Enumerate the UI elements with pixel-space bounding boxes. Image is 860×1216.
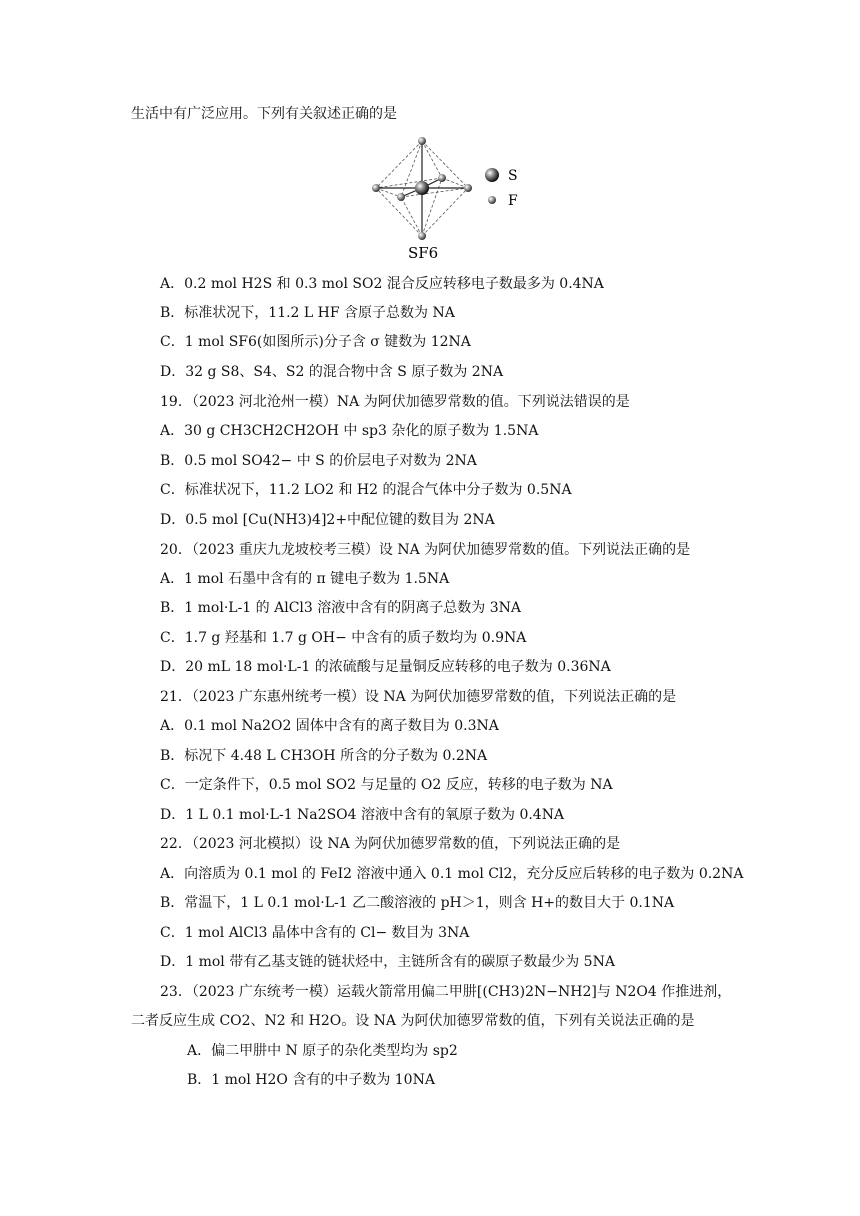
q19-option-b: B．0.5 mol SO42− 中 S 的价层电子对数为 2NA	[160, 453, 477, 469]
q18-option-c: C．1 mol SF6(如图所示)分子含 σ 键数为 12NA	[160, 334, 471, 350]
q22-option-b: B．常温下，1 L 0.1 mol·L-1 乙二酸溶液的 pH＞1，则含 H+的数目大于 0.1NA	[160, 895, 675, 911]
legend-f-label: F	[508, 193, 518, 209]
q19-option-d: D．0.5 mol [Cu(NH3)4]2+中配位键的数目为 2NA	[160, 512, 495, 528]
fluorine-atom	[372, 184, 380, 192]
q19-option-a: A．30 g CH3CH2CH2OH 中 sp3 杂化的原子数为 1.5NA	[160, 423, 539, 439]
q22-option-c: C．1 mol AlCl3 晶体中含有的 Cl− 数目为 3NA	[160, 925, 470, 941]
q20-option-b: B．1 mol·L-1 的 AlCl3 溶液中含有的阴离子总数为 3NA	[160, 600, 521, 616]
q20-option-d: D．20 mL 18 mol·L-1 的浓硫酸与足量铜反应转移的电子数为 0.36NA	[160, 659, 611, 675]
q18-option-a: A．0.2 mol H2S 和 0.3 mol SO2 混合反应转移电子数最多为 0.4NA	[160, 276, 604, 292]
q21-option-b: B．标况下 4.48 L CH3OH 所含的分子数为 0.2NA	[160, 748, 488, 764]
q21-option-a: A．0.1 mol Na2O2 固体中含有的离子数目为 0.3NA	[160, 718, 499, 734]
q18-option-d: D．32 g S8、S4、S2 的混合物中含 S 原子数为 2NA	[160, 364, 504, 380]
q20-stem: 20．（2023 重庆九龙坡校考三模）设 NA 为阿伏加德罗常数的值。下列说法正确的是	[160, 542, 691, 558]
legend-f-atom	[488, 196, 496, 204]
q22-option-a: A．向溶质为 0.1 mol 的 FeI2 溶液中通入 0.1 mol Cl2，充分反应后转移的电子数为 0.2NA	[160, 866, 744, 882]
q20-option-c: C．1.7 g 羟基和 1.7 g OH− 中含有的质子数均为 0.9NA	[160, 630, 527, 646]
q19-stem: 19．（2023 河北沧州一模）NA 为阿伏加德罗常数的值。下列说法错误的是	[160, 394, 630, 410]
figure-caption: SF6	[408, 244, 439, 262]
q19-option-c: C．标准状况下，11.2 LO2 和 H2 的混合气体中分子数为 0.5NA	[160, 482, 572, 498]
q22-option-d: D．1 mol 带有乙基支链的链状烃中，主链所含有的碳原子数最少为 5NA	[160, 954, 615, 970]
fluorine-atom	[418, 232, 426, 240]
fluorine-atom	[464, 184, 472, 192]
q23-option-a: A．偏二甲肼中 N 原子的杂化类型均为 sp2	[187, 1043, 458, 1059]
q23-option-b: B．1 mol H2O 含有的中子数为 10NA	[187, 1072, 435, 1088]
q22-stem: 22．（2023 河北模拟）设 NA 为阿伏加德罗常数的值，下列说法正确的是	[160, 836, 621, 852]
sulfur-atom	[415, 181, 429, 195]
legend-s-label: S	[508, 168, 518, 184]
q23-stem-line1: 23．（2023 广东统考一模）运载火箭常用偏二甲肼[(CH3)2N−NH2]与 N2O4 作推进剂，	[160, 984, 732, 1000]
q21-stem: 21．（2023 广东惠州统考一模）设 NA 为阿伏加德罗常数的值，下列说法正确的是	[160, 689, 677, 705]
legend-s-atom	[485, 168, 499, 182]
q20-option-a: A．1 mol 石墨中含有的 π 键电子数为 1.5NA	[160, 571, 450, 587]
fluorine-atom	[438, 174, 446, 182]
fluorine-atom	[397, 193, 405, 201]
q18-option-b: B．标准状况下，11.2 L HF 含原子总数为 NA	[160, 305, 455, 321]
q21-option-d: D．1 L 0.1 mol·L-1 Na2SO4 溶液中含有的氧原子数为 0.4NA	[160, 807, 565, 823]
q21-option-c: C．一定条件下，0.5 mol SO2 与足量的 O2 反应，转移的电子数为 NA	[160, 777, 613, 793]
intro-text: 生活中有广泛应用。下列有关叙述正确的是	[131, 106, 397, 122]
fluorine-atom	[418, 137, 426, 145]
q23-stem-line2: 二者反应生成 CO2、N2 和 H2O。设 NA 为阿伏加德罗常数的值，下列有关说法正确的是	[131, 1013, 695, 1029]
sf6-molecule-figure	[364, 133, 534, 267]
